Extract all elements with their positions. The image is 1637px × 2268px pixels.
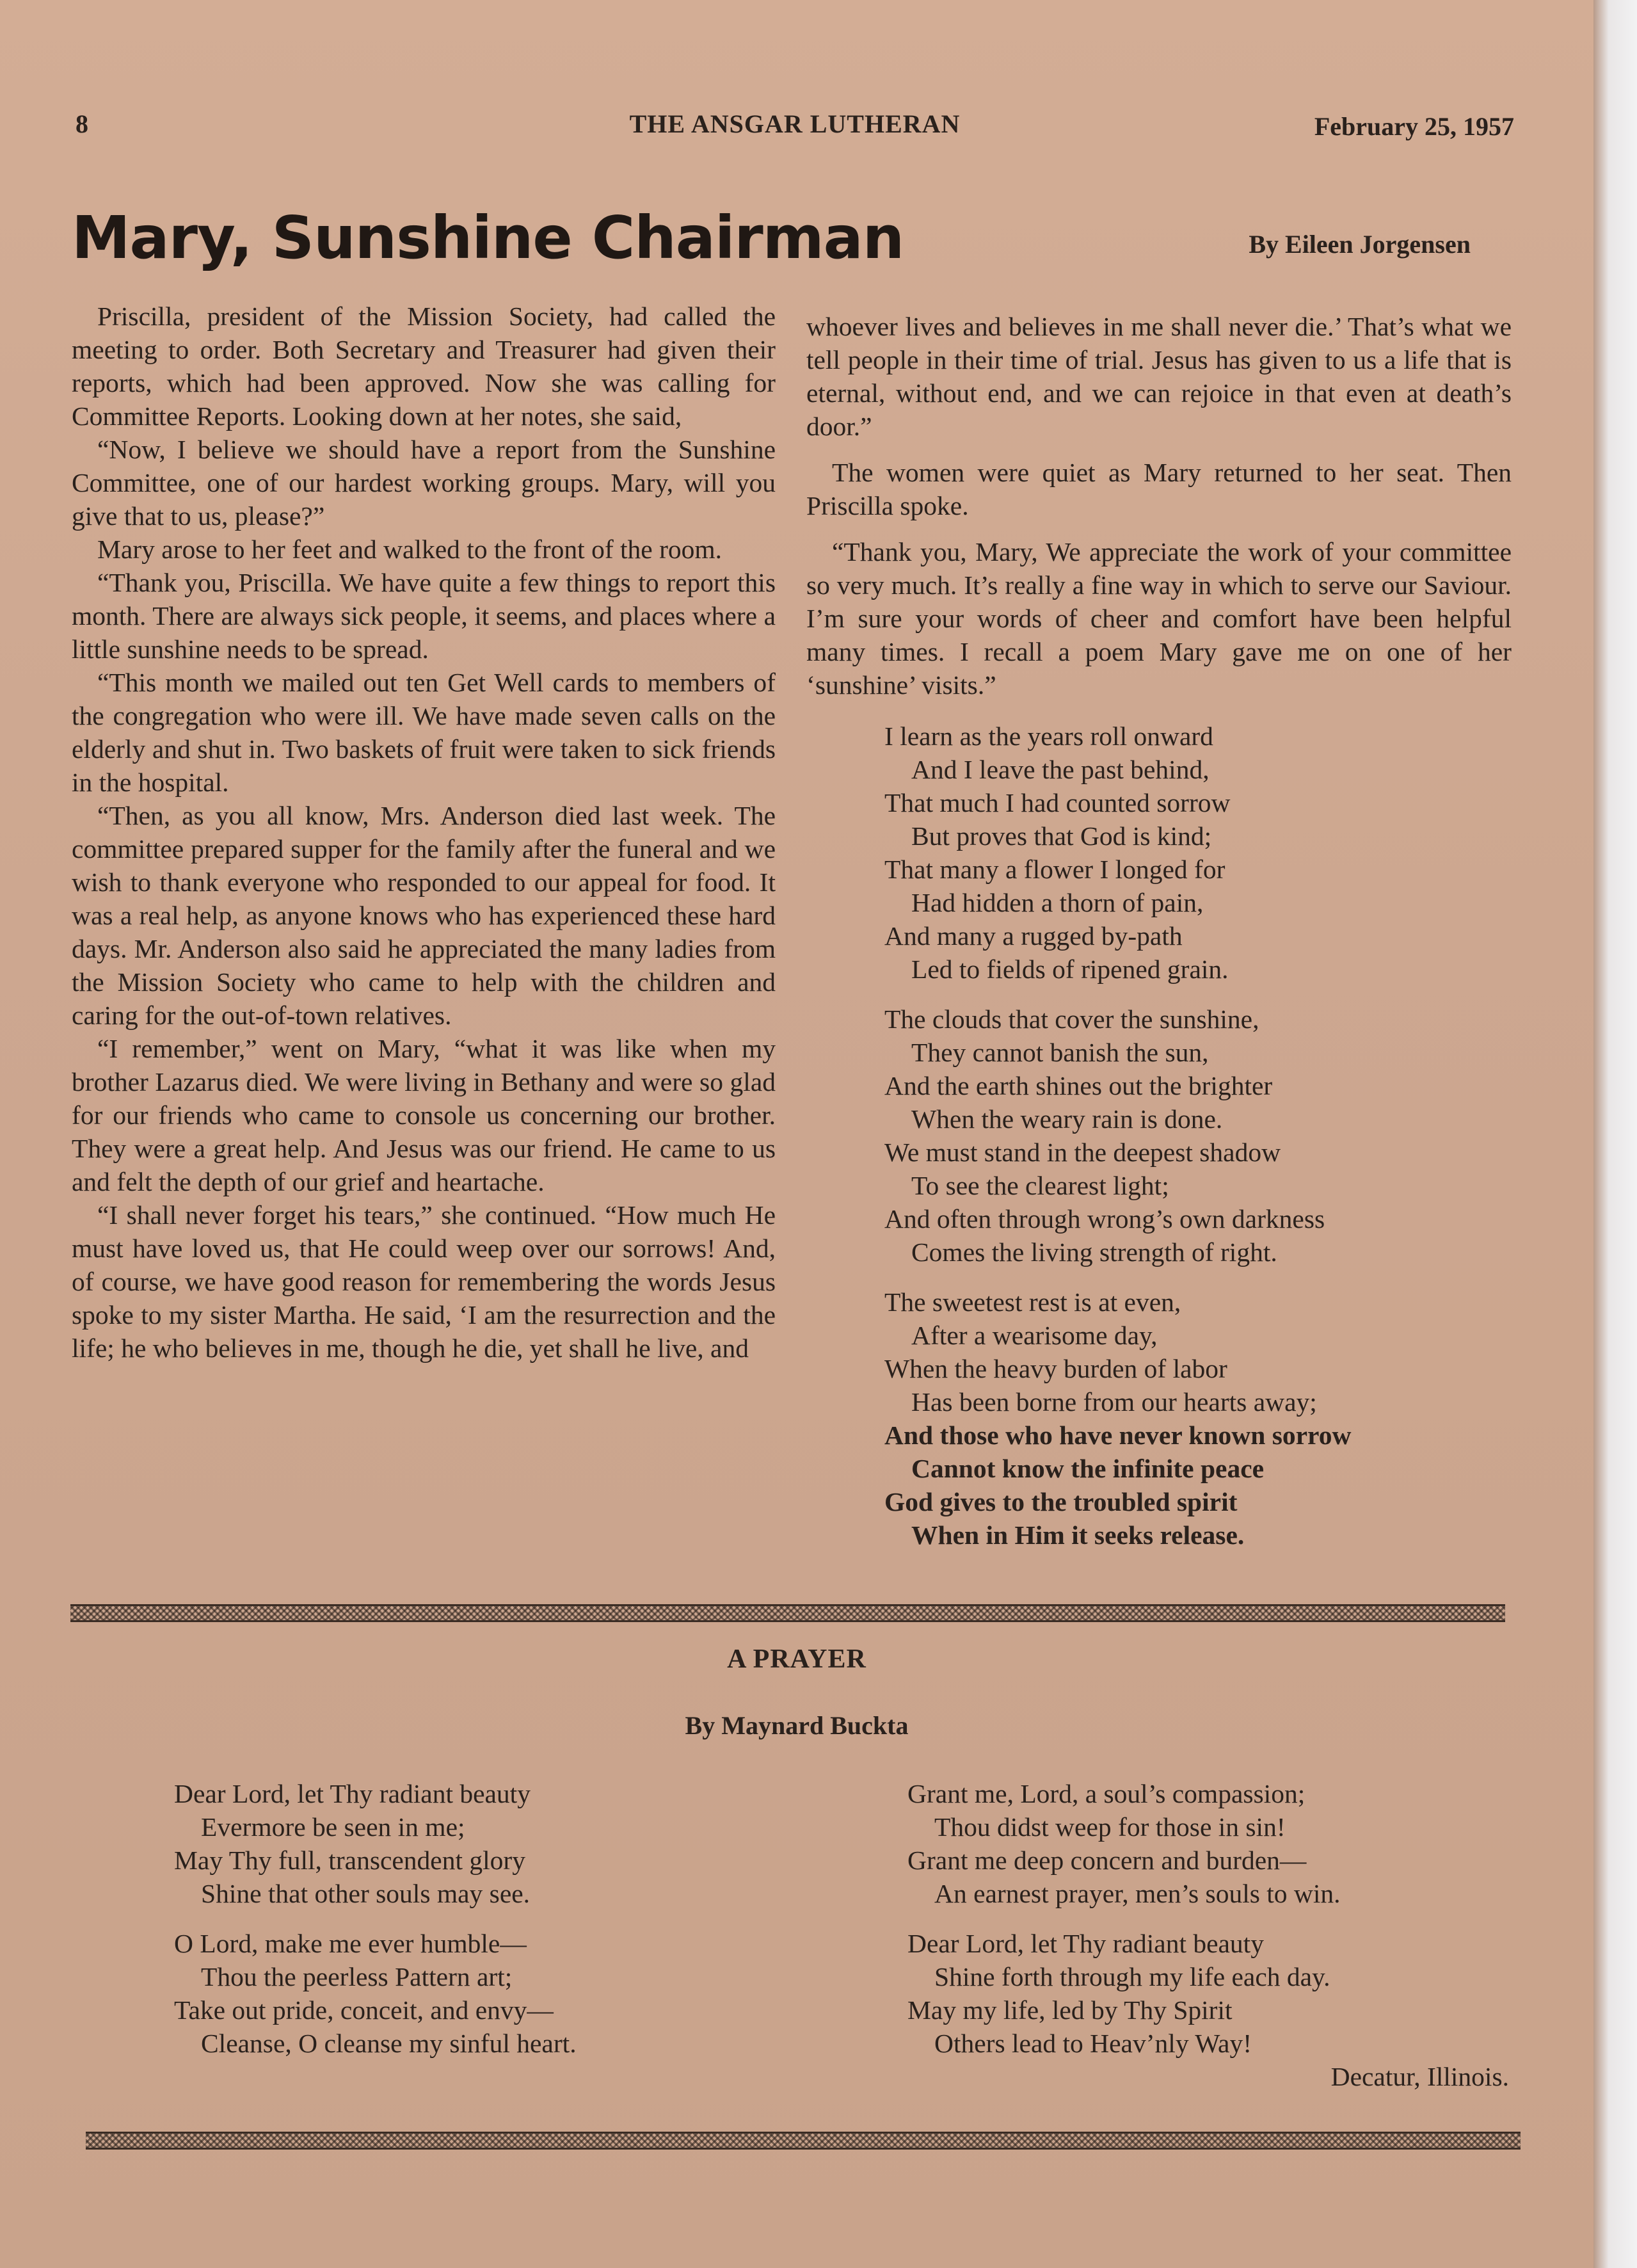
page-number: 8 <box>76 109 88 138</box>
sunshine-poem <box>884 720 1512 1552</box>
prayer-line: Shine that other souls may see. <box>201 1879 531 1908</box>
poem-line: Had hidden a thorn of pain, <box>911 888 1204 917</box>
poem-line: And those who have never known sorrow <box>884 1420 1352 1450</box>
issue-date: February 25, 1957 <box>1314 112 1514 141</box>
poem-line: And I leave the past behind, <box>911 755 1210 784</box>
paragraph: “Now, I believe we should have a report from the Sunshine Committee, one of our hardest working groups. Mary, will you give that to us, please?” <box>72 435 776 531</box>
publication-name: THE ANSGAR LUTHERAN <box>629 109 961 138</box>
poem-line: Led to fields of ripened grain. <box>911 954 1229 984</box>
paragraph: “This month we mailed out ten Get Well cards to members of the congregation who were ill. We have made seven calls on the elderly and shut in. Two baskets of fruit were taken to sick friends in the hospital. <box>72 668 776 797</box>
article-column-right <box>806 310 1512 1568</box>
prayer-title: A PRAYER <box>727 1645 866 1674</box>
prayer-line: May Thy full, transcendent glory <box>174 1846 525 1875</box>
article-column-left <box>72 300 776 1365</box>
poem-line: I learn as the years roll onward <box>884 721 1213 751</box>
article-title: Mary, Sunshine Chairman <box>72 204 904 272</box>
author-location: Decatur, Illinois. <box>1330 2062 1509 2091</box>
prayer-line: Thou didst weep for those in sin! <box>934 1812 1286 1842</box>
prayer-stanza <box>174 1777 782 1910</box>
poem-line: Has been borne from our hearts away; <box>911 1387 1317 1417</box>
paragraph: “Thank you, Priscilla. We have quite a few things to report this month. There are always sick people, it seems, and places where a little sunshine needs to be spread. <box>72 568 776 664</box>
paragraph: Mary arose to her feet and walked to the front of the room. <box>97 535 723 564</box>
poem-line: When in Him it seeks release. <box>911 1520 1245 1550</box>
running-head <box>76 109 1514 147</box>
prayer-stanza <box>907 1927 1509 2060</box>
article-byline: By Eileen Jorgensen <box>1249 230 1471 259</box>
poem-line: Cannot know the infinite peace <box>911 1454 1265 1483</box>
prayer-line: Shine forth through my life each day. <box>934 1962 1330 1991</box>
prayer-column-right <box>907 1777 1509 2093</box>
prayer-line: O Lord, make me ever humble— <box>174 1929 527 1958</box>
scanner-edge <box>1593 0 1637 2268</box>
poem-line: That much I had counted sorrow <box>884 788 1231 817</box>
paragraph: whoever lives and believes in me shall never die.’ That’s what we tell people in their time of trial. Jesus has given to us a life that is eternal, without end, and we can rejoice in that even at death’s door.” <box>806 312 1512 441</box>
poem-stanza <box>884 1285 1512 1552</box>
prayer-column-left <box>174 1777 782 2077</box>
poem-line: When the weary rain is done. <box>911 1104 1223 1134</box>
poem-stanza <box>884 1002 1512 1269</box>
decorative-divider <box>86 2132 1521 2150</box>
poem-line: The sweetest rest is at even, <box>884 1287 1181 1317</box>
poem-line: The clouds that cover the sunshine, <box>884 1004 1259 1034</box>
prayer-line: Grant me, Lord, a soul’s compassion; <box>907 1779 1306 1808</box>
poem-line: They cannot banish the sun, <box>911 1038 1209 1067</box>
prayer-line: An earnest prayer, men’s souls to win. <box>934 1879 1341 1908</box>
poem-line: After a wearisome day, <box>911 1321 1158 1350</box>
poem-line: When the heavy burden of labor <box>884 1354 1227 1383</box>
prayer-stanza <box>174 1927 782 2060</box>
prayer-line: May my life, led by Thy Spirit <box>907 1995 1233 2025</box>
prayer-line: Cleanse, O cleanse my sinful heart. <box>201 2029 577 2058</box>
prayer-line: Take out pride, conceit, and envy— <box>174 1995 554 2025</box>
prayer-line: Dear Lord, let Thy radiant beauty <box>174 1779 531 1808</box>
poem-line: And often through wrong’s own darkness <box>884 1204 1325 1234</box>
paragraph: “Thank you, Mary, We appreciate the work of your committee so very much. It’s really a fine way in which to serve our Saviour. I’m sure your words of cheer and comfort have been helpful many times. I recall a poem Mary gave me on one of her ‘sunshine’ visits.” <box>806 537 1512 700</box>
poem-line: Comes the living strength of right. <box>911 1237 1277 1267</box>
prayer-line: Evermore be seen in me; <box>201 1812 465 1842</box>
paragraph: Priscilla, president of the Mission Society, had called the meeting to order. Both Secretary and Treasurer had given their reports, which had been approved. Now she was calling for Committee Reports. Looking down at her notes, she said, <box>72 302 776 431</box>
prayer-line: Grant me deep concern and burden— <box>907 1846 1307 1875</box>
prayer-stanza <box>907 1777 1509 1910</box>
poem-line: And the earth shines out the brighter <box>884 1071 1273 1100</box>
paragraph: The women were quiet as Mary returned to her seat. Then Priscilla spoke. <box>806 458 1512 520</box>
paragraph: “I remember,” went on Mary, “what it was like when my brother Lazarus died. We were living in Bethany and were so glad for our friends who came to console us concerning our brother. They were a great help. And Jesus was our friend. He came to us and felt the depth of our grief and heartache. <box>72 1034 776 1196</box>
poem-line: And many a rugged by-path <box>884 921 1183 951</box>
poem-stanza <box>884 720 1512 986</box>
poem-line: That many a flower I longed for <box>884 855 1226 884</box>
paragraph: “Then, as you all know, Mrs. Anderson died last week. The committee prepared supper for the family after the funeral and we wish to thank everyone who responded to our appeal for food. It was a real help, as anyone knows who has experienced these hard days. Mr. Anderson also said he appreciated the many ladies from the Mission Society who came to help with the children and caring for the out-of-town relatives. <box>72 801 776 1030</box>
poem-line: God gives to the troubled spirit <box>884 1487 1238 1516</box>
prayer-line: Dear Lord, let Thy radiant beauty <box>907 1929 1264 1958</box>
decorative-divider <box>70 1604 1505 1622</box>
prayer-line: Thou the peerless Pattern art; <box>201 1962 513 1991</box>
prayer-byline: By Maynard Buckta <box>685 1711 909 1740</box>
poem-line: We must stand in the deepest shadow <box>884 1138 1281 1167</box>
paragraph: “I shall never forget his tears,” she continued. “How much He must have loved us, that He could weep over our sorrows! And, of course, we have good reason for remembering the words Jesus spoke to my sister Martha. He said, ‘I am the resurrection and the life; he who believes in me, though he die, yet shall he live, and <box>72 1200 776 1363</box>
poem-line: To see the clearest light; <box>911 1171 1169 1200</box>
poem-line: But proves that God is kind; <box>911 821 1212 851</box>
prayer-line: Others lead to Heav’nly Way! <box>934 2029 1252 2058</box>
